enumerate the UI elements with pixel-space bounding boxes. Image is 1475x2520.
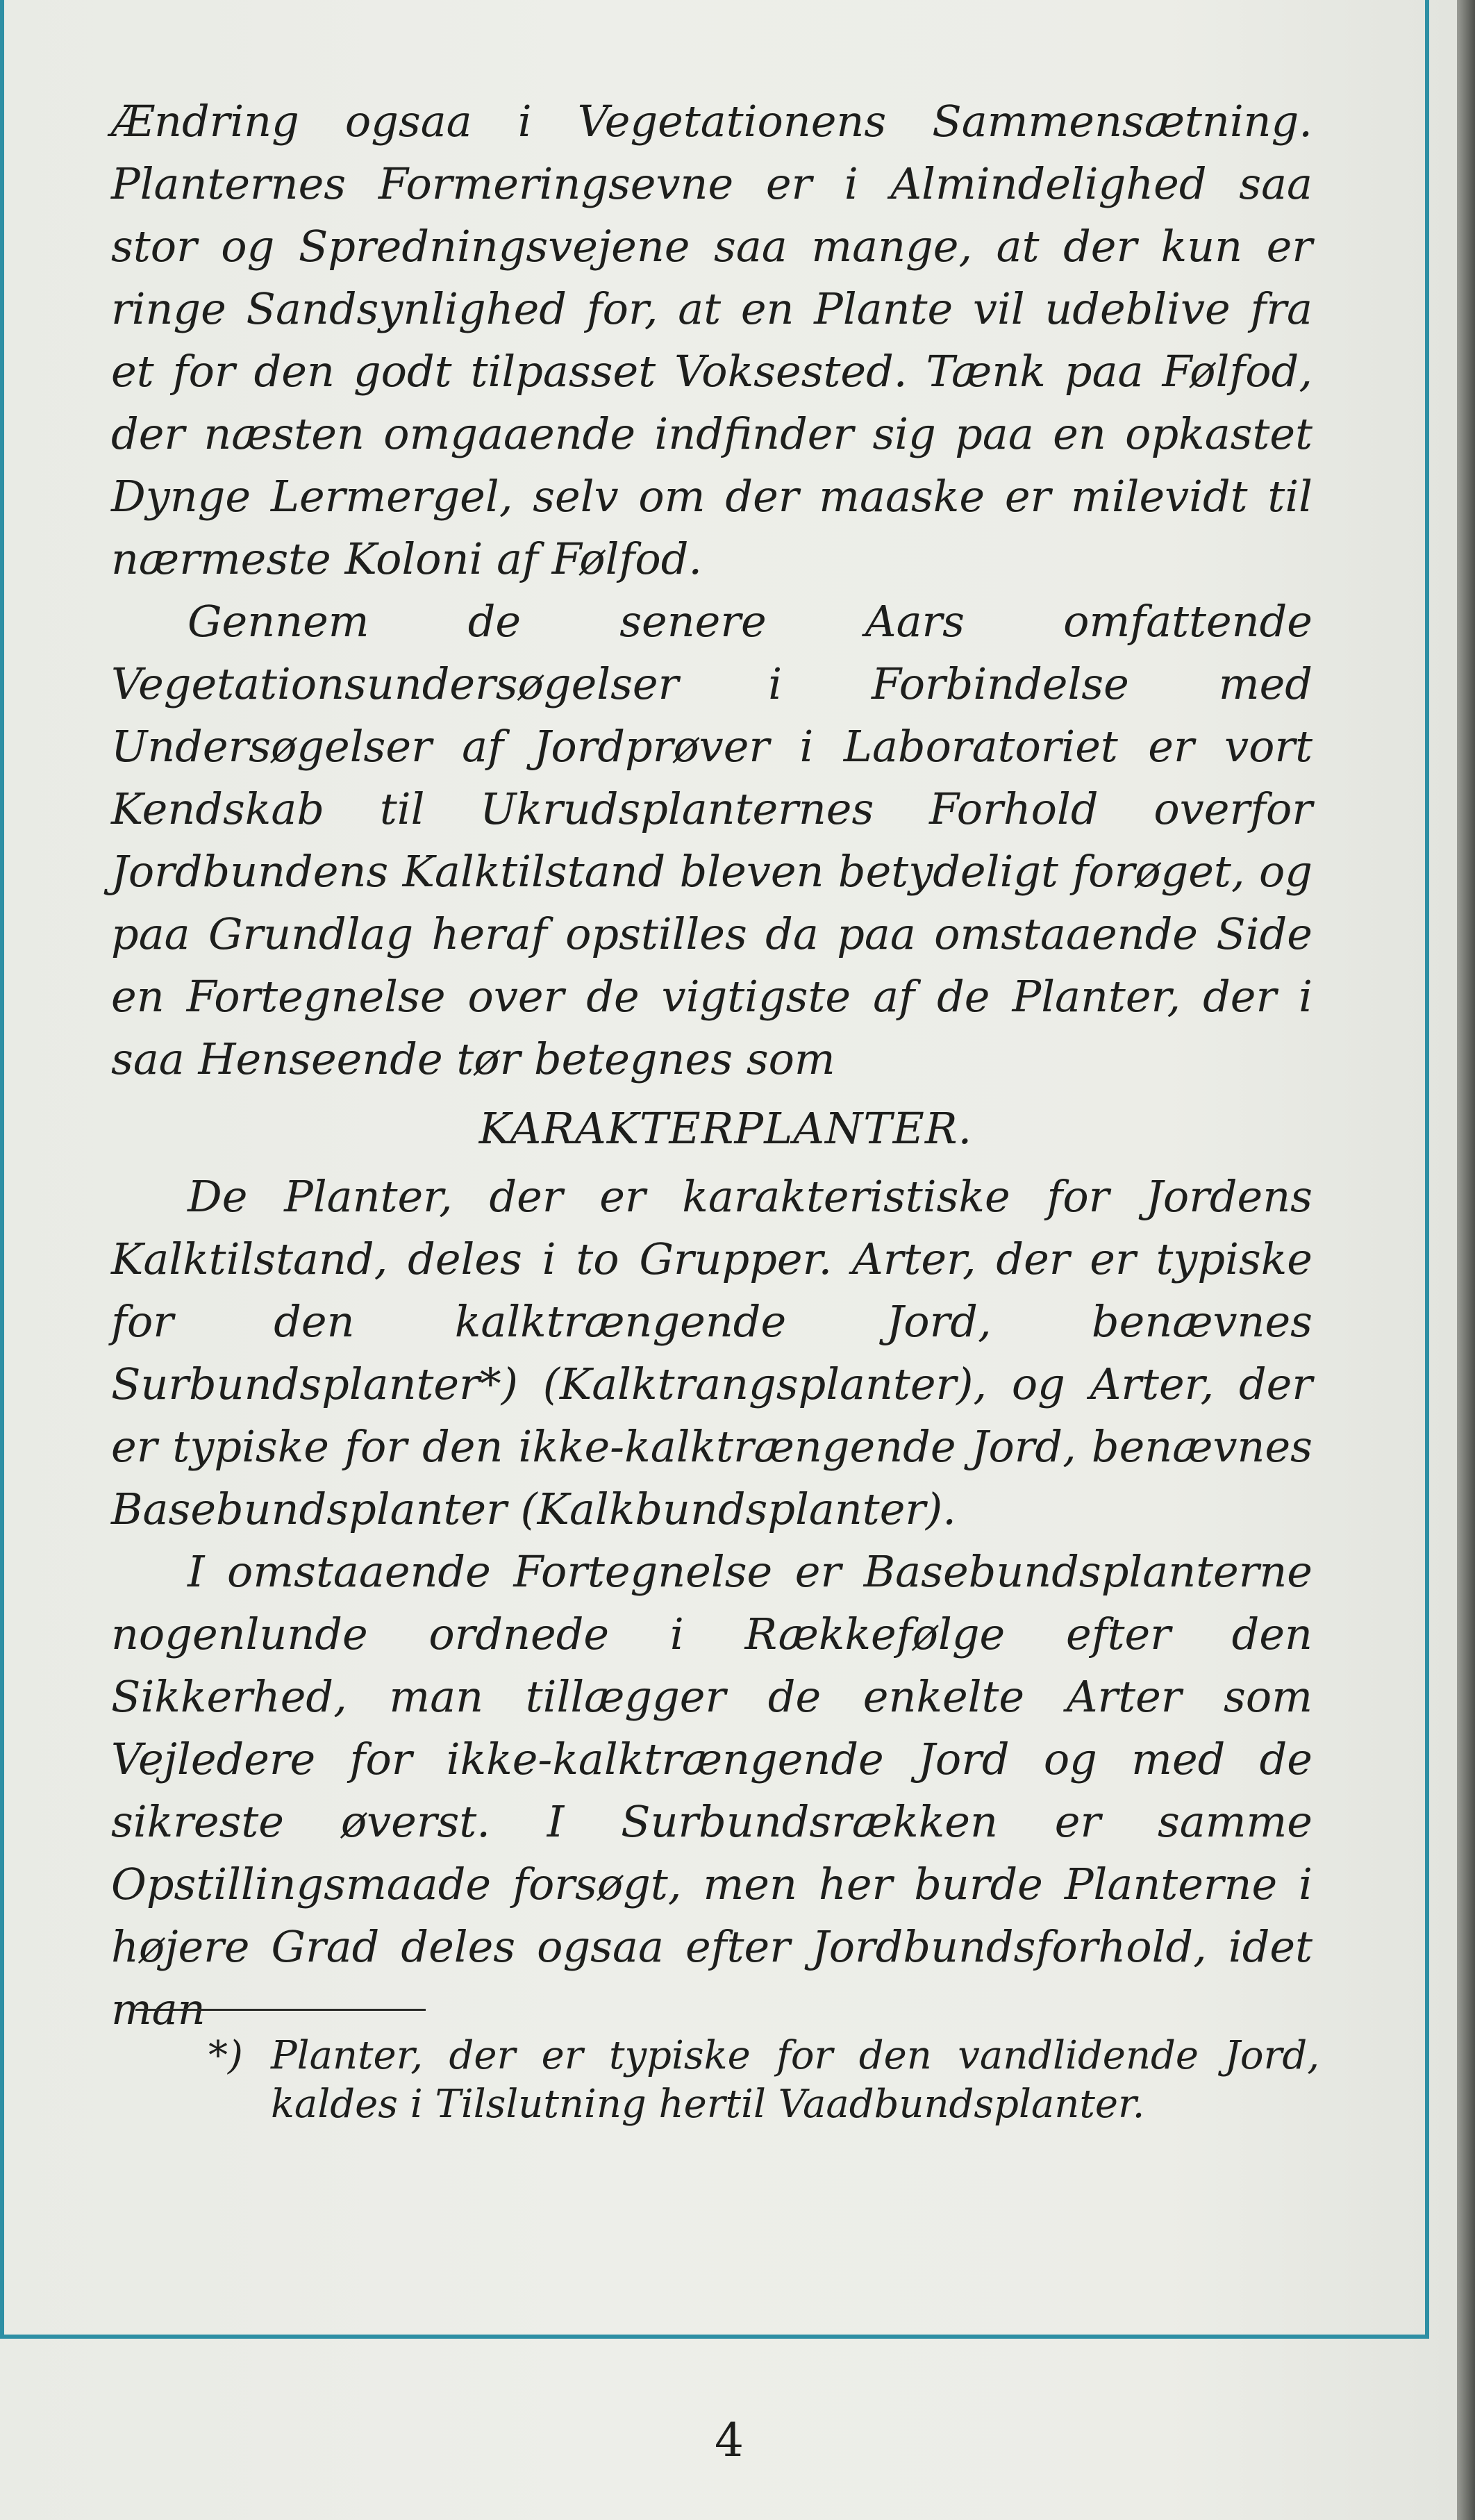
footnote-text: Planter, der er typiske for den vandlidende Jord, kaldes i Tilslutning hertil Vaadbundsplanter.	[271, 2033, 1319, 2127]
paragraph-1: Ændring ogsaa i Vegetationens Sammensætning. Planternes Formeringsevne er i Almindelighed saa stor og Spredningsvejene saa mange, at der kun er ringe Sandsynlighed for, at en Plante vil udeblive fra et for den godt tilpasset Voksested. Tænk paa Følfod, der næsten omgaaende indfinder sig paa en opkastet Dynge Lermergel, selv om der maaske er milevidt til nærmeste Koloni af Følfod.	[111, 96, 1312, 584]
section-heading: KARAKTERPLANTER.	[478, 1103, 973, 1154]
paragraph-2: Gennem de senere Aars omfattende Vegetationsundersøgelser i Forbindelse med Undersøgelser af Jordprøver i Laboratoriet er vort Kendskab til Ukrudsplanternes Forhold overfor Jordbundens Kalktilstand bleven betydeligt forøget, og paa Grundlag heraf opstilles da paa omstaaende Side en Fortegnelse over de vigtigste af de Planter, der i saa Henseende tør betegnes som	[111, 596, 1312, 1084]
page-edge-shadow	[1457, 0, 1475, 2520]
footnote-divider	[135, 2009, 426, 2011]
page-number: 4	[715, 2414, 744, 2467]
footnote-marker: *)	[208, 2033, 243, 2078]
paragraph-4: I omstaaende Fortegnelse er Basebundsplanterne nogenlunde ordnede i Rækkefølge efter den Sikkerhed, man tillægger de enkelte Arter som Vejledere for ikke-kalktrængende Jord og med de sikreste øverst. I Surbundsrækken er samme Opstillingsmaade forsøgt, men her burde Planterne i højere Grad deles ogsaa efter Jordbundsforhold, idet man	[111, 1546, 1312, 2034]
paragraph-3: De Planter, der er karakteristiske for Jordens Kalktilstand, deles i to Grupper. Arter, der er typiske for den kalktrængende Jord, benævnes Surbundsplanter*) (Kalktrangsplanter), og Arter, der er typiske for den ikke-kalktrængende Jord, benævnes Basebundsplanter (Kalkbundsplanter).	[111, 1171, 1312, 1534]
body-text	[111, 90, 1312, 2041]
